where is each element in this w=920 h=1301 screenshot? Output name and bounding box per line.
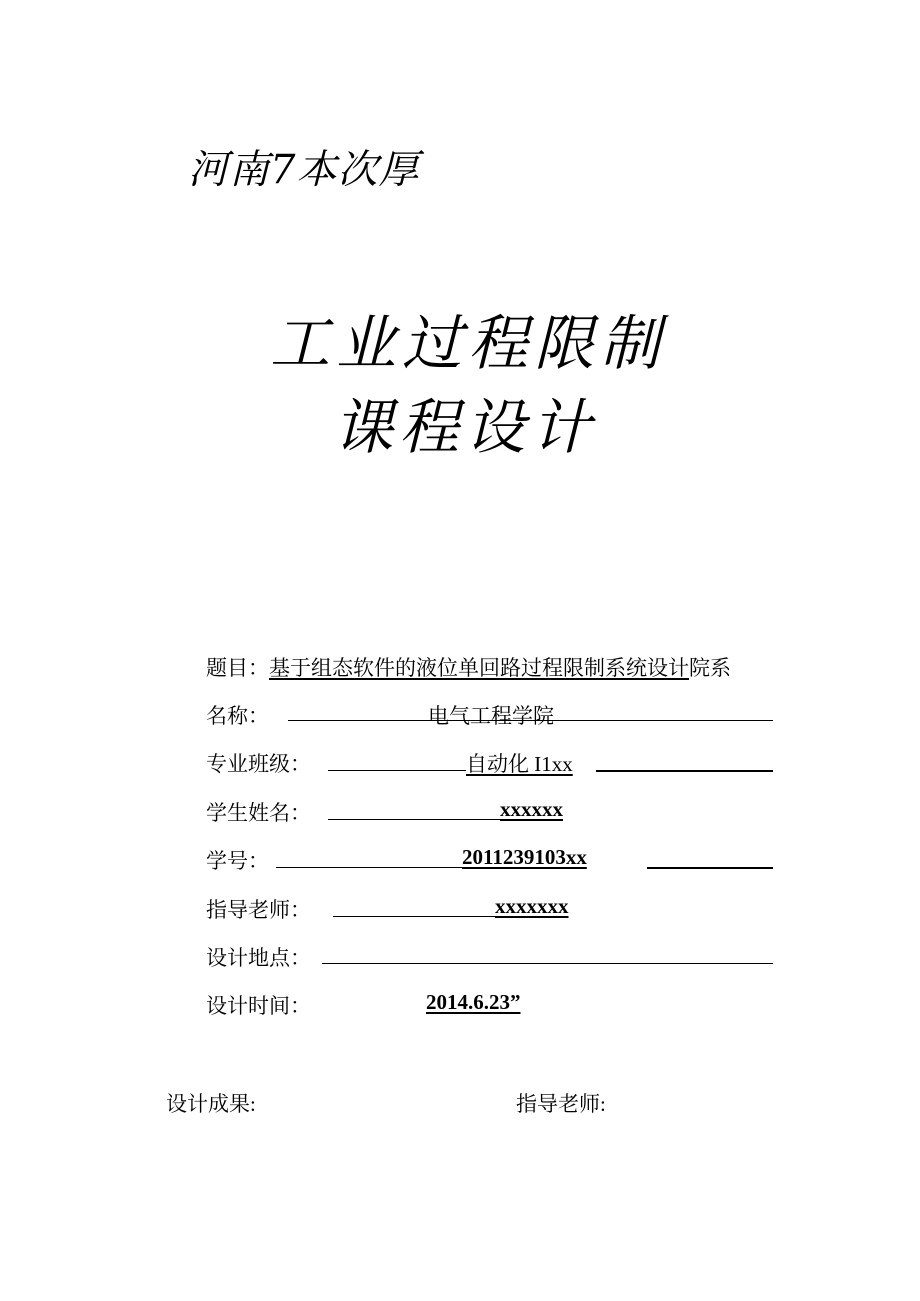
id-underline-right [647,867,773,869]
topic-label: 题目： [206,656,269,680]
place-label: 设计地点： [206,946,311,970]
dept-label: 名称： [206,704,269,728]
student-underline [328,819,500,820]
place-underline [322,963,773,964]
time-value: 2014.6.23” [426,990,521,1014]
major-value: 自动化 I1xx [466,752,573,776]
major-underline-left [328,770,466,771]
advisor-underline [333,916,495,917]
id-label: 学号： [206,849,269,873]
student-label: 学生姓名： [206,801,311,825]
advisor-label: 指导老师： [206,898,311,922]
id-underline-left [276,867,462,868]
dept-label-part1: 院系 [689,656,731,680]
course-title-line2: 课程设计 [333,393,597,463]
time-label: 设计时间： [206,994,311,1018]
major-underline-right [596,770,773,772]
school-name: 河南7本次厚 [188,147,420,193]
topic-row [206,652,731,682]
result-label: 设计成果: [166,1092,256,1116]
id-value: 2011239103xx [462,845,587,869]
topic-value: 基于组态软件的液位单回路过程限制系统设计 [269,656,689,680]
course-title-line1: 工业过程限制 [270,309,666,379]
advisor-sign-label: 指导老师: [516,1092,606,1116]
major-label: 专业班级： [206,752,311,776]
dept-value: 电气工程学院 [428,704,554,728]
advisor-value: xxxxxxx [495,894,569,918]
student-value: xxxxxx [500,797,563,821]
